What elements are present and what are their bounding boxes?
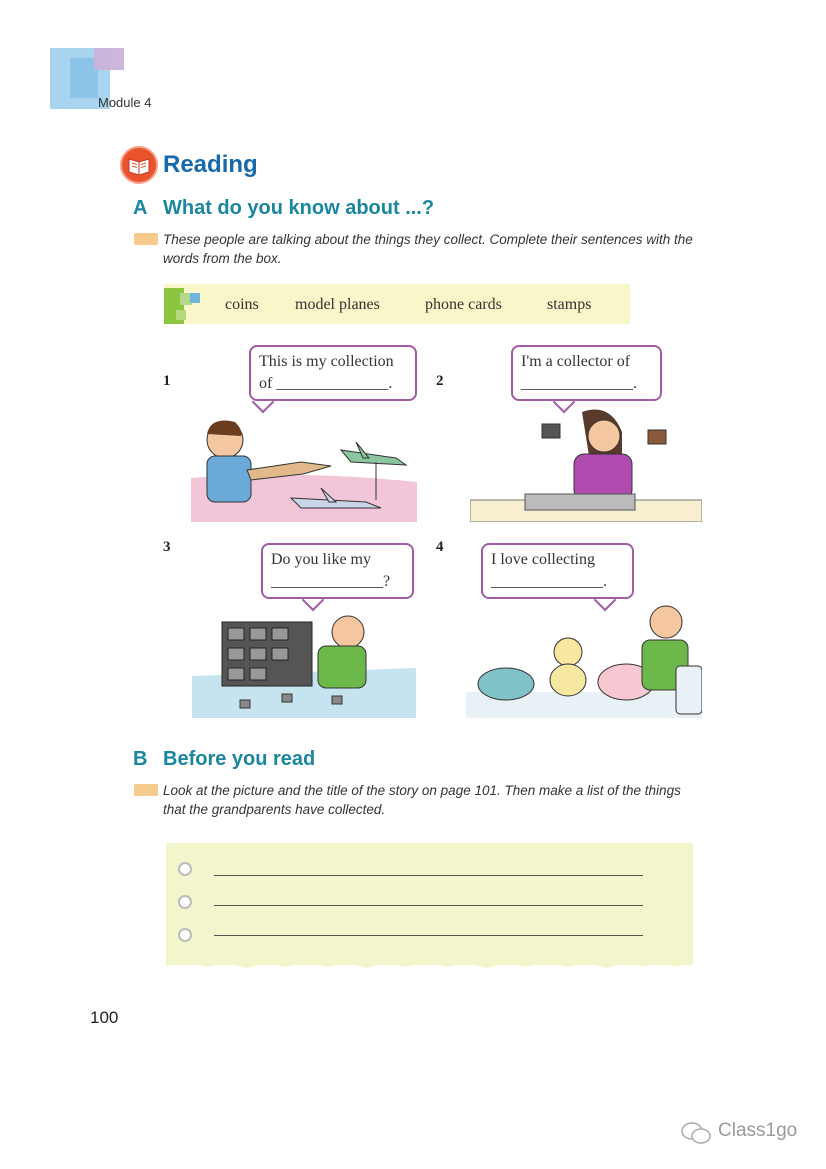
item-number-1: 1	[163, 373, 171, 389]
section-b-title: Before you read	[163, 748, 316, 770]
speech-bubble-1	[249, 345, 417, 401]
section-b-instruction: Look at the picture and the title of the story on page 101. Then make a list of the things that the grandparents have collected.	[163, 783, 681, 817]
answer-line-2[interactable]	[214, 905, 643, 906]
speech-bubble-3	[261, 543, 414, 599]
section-a-letter: A	[133, 197, 148, 219]
ring-hole-icon	[178, 862, 192, 876]
bubble-2-line2: ______________.	[521, 375, 637, 392]
ring-hole-icon	[178, 895, 192, 909]
item-number-4: 4	[436, 539, 444, 555]
module-label: Module 4	[98, 95, 152, 110]
word-box-decoration-4	[176, 310, 186, 320]
instruction-bullet	[134, 233, 158, 245]
word-coins: coins	[225, 296, 259, 313]
illustration-coins	[466, 600, 702, 718]
answer-line-3[interactable]	[214, 935, 643, 936]
section-a-title: What do you know about ...?	[163, 197, 435, 219]
instruction-bullet	[134, 784, 158, 796]
bubble-1-line1: This is my collection	[259, 353, 394, 370]
speech-bubble-2	[511, 345, 662, 401]
watermark-text: Class1go	[718, 1120, 798, 1141]
bubble-4-line1: I love collecting	[491, 551, 595, 568]
note-paper	[166, 843, 693, 965]
word-model-planes: model planes	[295, 296, 380, 313]
page-number: 100	[90, 1008, 119, 1027]
word-stamps: stamps	[547, 296, 592, 313]
torn-paper-edge	[166, 955, 693, 969]
answer-line-1[interactable]	[214, 875, 643, 876]
item-number-2: 2	[436, 373, 444, 389]
wechat-icon	[680, 1121, 712, 1145]
bubble-2-line1: I'm a collector of	[521, 353, 631, 370]
bubble-3-line1: Do you like my	[271, 551, 371, 568]
ring-hole-icon	[178, 928, 192, 942]
word-box-decoration-3	[190, 293, 200, 303]
bubble-1-line2: of ______________.	[259, 375, 393, 392]
illustration-model-planes	[191, 410, 417, 522]
item-number-3: 3	[163, 539, 171, 555]
bubble-4-line2: ______________.	[491, 573, 607, 590]
bubble-3-line2: ______________?	[271, 573, 391, 590]
word-phone-cards: phone cards	[425, 296, 502, 313]
open-book-icon	[120, 146, 158, 184]
section-a-instruction: These people are talking about the things they collect. Complete their sentences with the words from the box.	[163, 232, 693, 266]
speech-bubble-4	[481, 543, 634, 599]
section-b-letter: B	[133, 748, 148, 770]
module-tab-corner	[94, 48, 124, 70]
section-title: Reading	[163, 151, 258, 178]
illustration-stamps	[192, 606, 416, 718]
illustration-phone-cards	[470, 402, 702, 522]
